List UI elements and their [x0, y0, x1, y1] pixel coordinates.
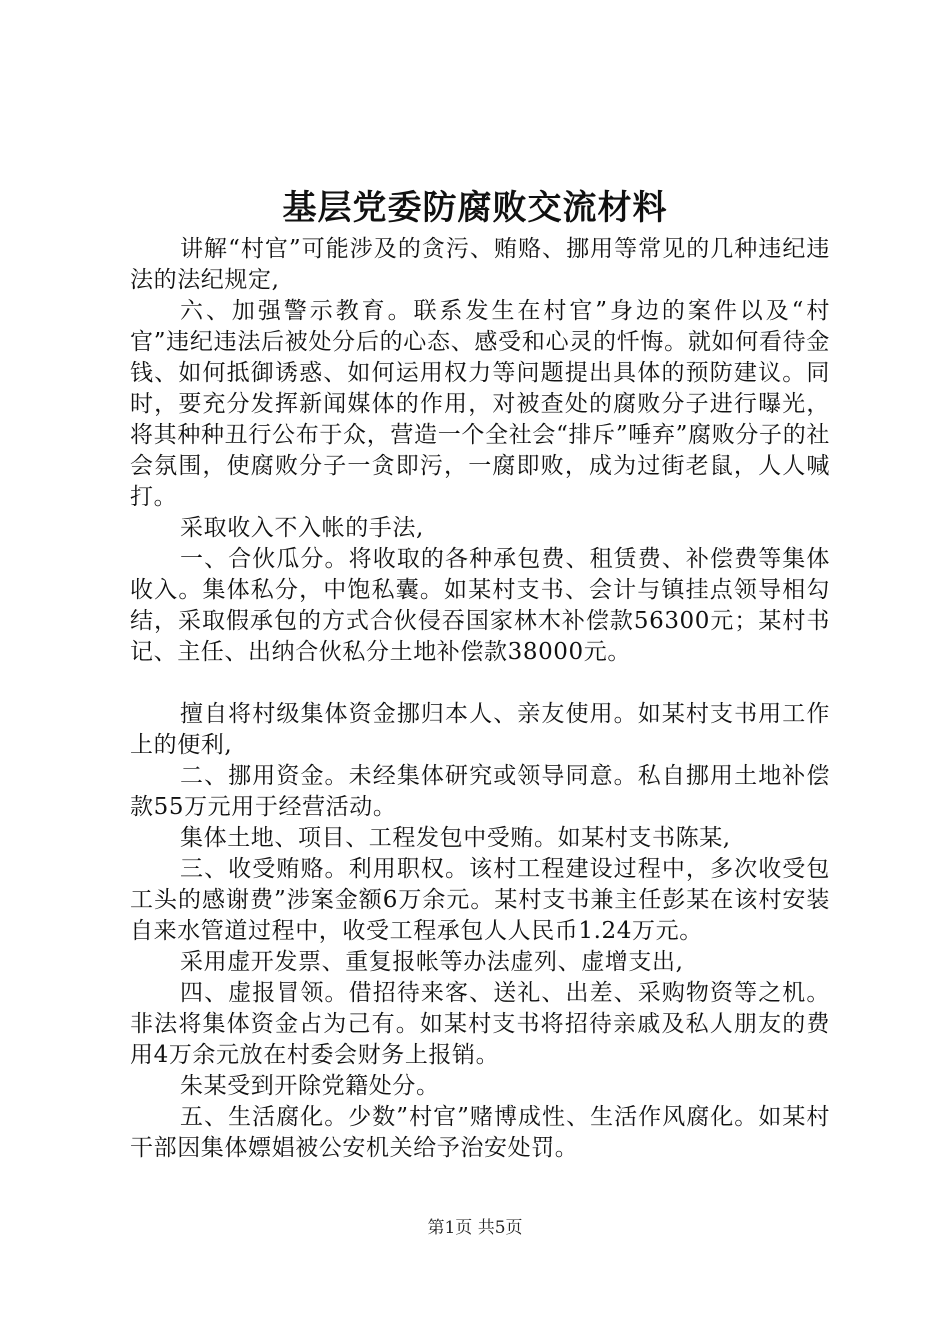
paragraph-3: 采取收入不入帐的手法, [180, 515, 424, 541]
paragraph-8: 三、收受贿赂。利用职权。该村工程建设过程中，多次收受包工头的感谢费”涉案金额6万余元。某村支书兼主任彭某在该村安装自来水管道过程中，收受工程承包人人民币1.24万元。 [130, 856, 830, 944]
paragraph-9: 采用虚开发票、重复报帐等办法虚列、虚增支出, [180, 949, 684, 975]
paragraph-1: 讲解“村官”可能涉及的贪污、贿赂、挪用等常见的几种违纪违法的法纪规定, [130, 236, 830, 293]
paragraph-6: 二、挪用资金。未经集体研究或领导同意。私自挪用土地补偿款55万元用于经营活动。 [130, 763, 830, 820]
paragraph-12: 五、生活腐化。少数”村官”赌博成性、生活作风腐化。如某村干部因集体嫖娼被公安机关给予治安处罚。 [130, 1104, 830, 1161]
paragraph-7: 集体土地、项目、工程发包中受贿。如某村支书陈某, [180, 825, 731, 851]
paragraph-10: 四、虚报冒领。借招待来客、送礼、出差、采购物资等之机。非法将集体资金占为己有。如某村支书将招待亲戚及私人朋友的费用4万余元放在村委会财务上报销。 [130, 980, 830, 1068]
page-footer: 第1页 共5页 [427, 1218, 523, 1238]
paragraph-2: 六、加强警示教育。联系发生在村官”身边的案件以及“村官”违纪违法后被处分后的心态、感受和心灵的忏悔。就如何看待金钱、如何抵御诱惑、如何运用权力等问题提出具体的预防建议。同时，要充分发挥新闻媒体的作用，对被查处的腐败分子进行曝光，将其种种丑行公布于众，营造一个全社会“排斥”唾弃”腐败分子的社会氛围，使腐败分子一贪即污，一腐即败，成为过街老鼠，人人喊打。 [130, 298, 830, 510]
document-title: 基层党委防腐败交流材料 [282, 188, 668, 228]
document-body [130, 234, 830, 1164]
paragraph-4: 一、合伙瓜分。将收取的各种承包费、租赁费、补偿费等集体收入。集体私分，中饱私囊。如某村支书、会计与镇挂点领导相勾结，采取假承包的方式合伙侵吞国家林木补偿款56300元；某村书记、主任、出纳合伙私分土地补偿款38000元。 [130, 546, 830, 665]
paragraph-11: 朱某受到开除党籍处分。 [180, 1073, 440, 1099]
paragraph-5: 擅自将村级集体资金挪归本人、亲友使用。如某村支书用工作上的便利, [130, 701, 830, 758]
